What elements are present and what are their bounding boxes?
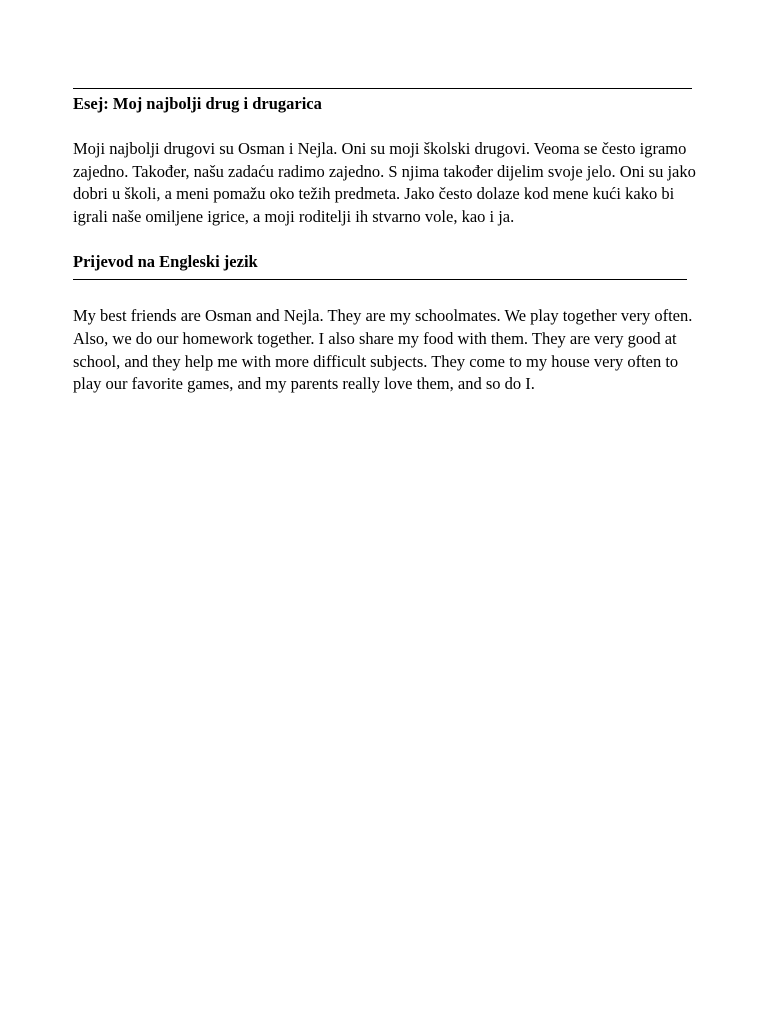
essay-paragraph: Moji najbolji drugovi su Osman i Nejla. Oni su moji školski drugovi. Veoma se često igramo zajedno. Također, našu zadaću radimo zajedno. S njima također dijelim svoje jelo. Oni su jako dobri u školi, a meni pomažu oko težih predmeta. Jako često dolaze kod mene kući kako bi igrali naše omiljene igrice, a moji roditelji ih stvarno vole, kao i ja. [73,139,696,226]
translation-paragraph: My best friends are Osman and Nejla. They are my schoolmates. We play together very often. Also, we do our homework together. I also share my food with them. They are very good at school, and they help me with more difficult subjects. They come to my house very often to play our favorite games, and my parents really love them, and so do I. [73,306,693,394]
translation-divider-line [73,279,687,280]
translation-heading: Prijevod na Engleski jezik [73,252,258,272]
essay-title: Esej: Moj najbolji drug i drugarica [73,94,322,113]
top-divider-line [73,88,692,89]
document-page [73,68,697,396]
